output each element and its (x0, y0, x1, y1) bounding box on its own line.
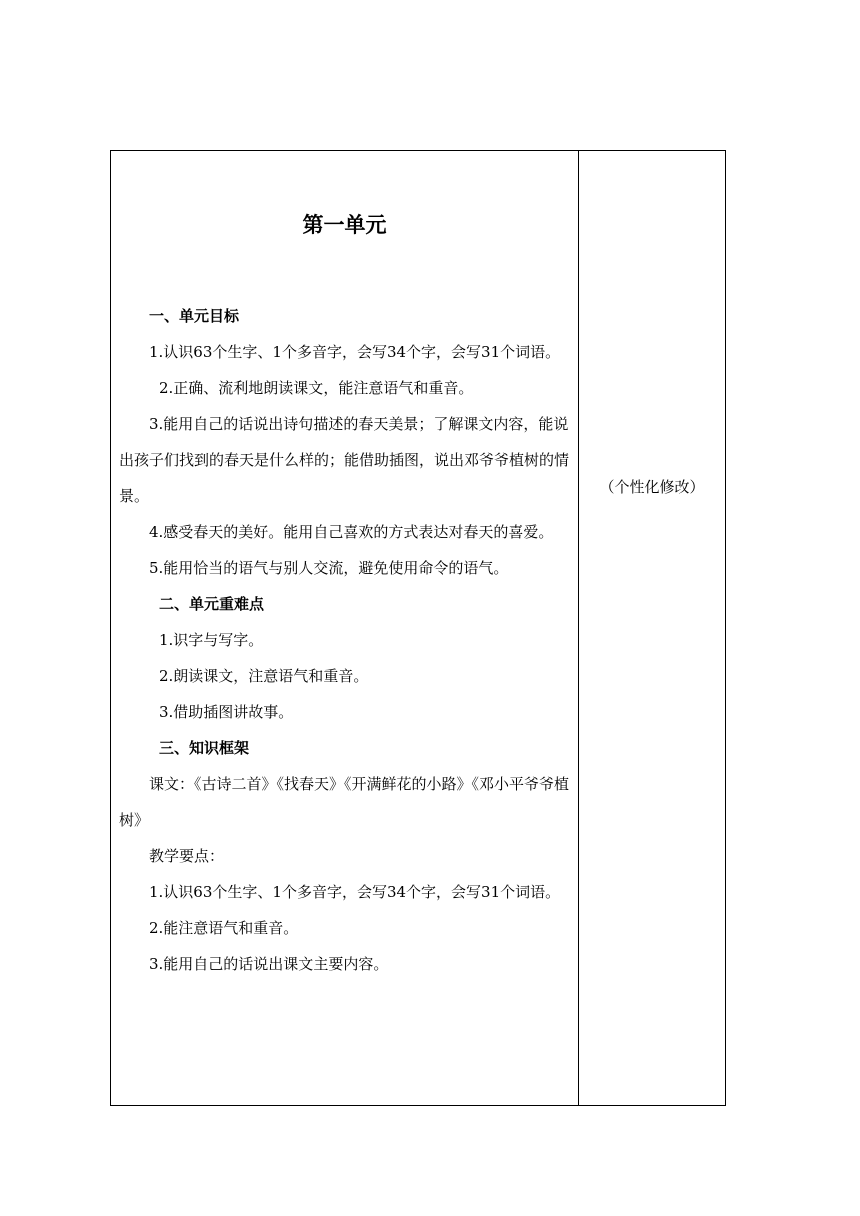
section-heading-framework: 三、知识框架 (159, 739, 250, 757)
main-content-cell (111, 151, 578, 1105)
key-point-item: 2.朗读课文，注意语气和重音。 (159, 667, 369, 685)
goal-item: 4.感受春天的美好。能用自己喜欢的方式表达对春天的喜爱。 (149, 523, 554, 541)
section-heading-goals: 一、单元目标 (149, 307, 240, 325)
side-note-cell (579, 151, 725, 1105)
goal-item: 1.认识63个生字、1个多音字，会写34个字，会写31个词语。 (149, 343, 561, 361)
key-point-item: 3.借助插图讲故事。 (159, 703, 294, 721)
unit-content (119, 298, 574, 982)
teaching-point-item: 1.认识63个生字、1个多音字，会写34个字，会写31个词语。 (149, 883, 561, 901)
goal-item: 5.能用恰当的语气与别人交流，避免使用命令的语气。 (149, 559, 509, 577)
teaching-point-item: 3.能用自己的话说出课文主要内容。 (149, 955, 389, 973)
goal-item: 3.能用自己的话说出诗句描述的春天美景；了解课文内容，能说出孩子们找到的春天是什么样的；能借助插图，说出邓爷爷植树的情景。 (119, 415, 570, 505)
unit-title: 第一单元 (302, 213, 387, 237)
teaching-points-label: 教学要点： (149, 847, 225, 865)
lessons-list: 课文：《古诗二首》《找春天》《开满鲜花的小路》《邓小平爷爷植树》 (119, 775, 570, 829)
section-heading-key-points: 二、单元重难点 (159, 595, 265, 613)
personalized-edit-note: （个性化修改） (599, 478, 705, 496)
goal-item: 2.正确、流利地朗读课文，能注意语气和重音。 (159, 379, 474, 397)
lesson-plan-table (110, 150, 726, 1106)
key-point-item: 1.识字与写字。 (159, 631, 264, 649)
teaching-point-item: 2.能注意语气和重音。 (149, 919, 299, 937)
